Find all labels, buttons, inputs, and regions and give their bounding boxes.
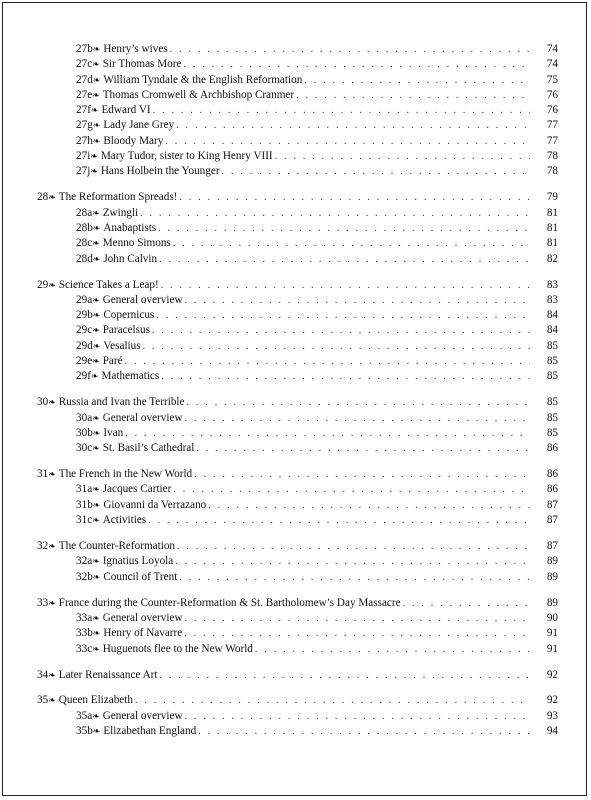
fleuron-ornament-icon: ❧ [92, 726, 101, 737]
entry-title: St. Basil’s Cathedral [102, 442, 195, 455]
entry-page-number: 78 [546, 150, 558, 163]
fleuron-ornament-icon: ❧ [92, 556, 100, 567]
entry-page-number: 86 [546, 442, 558, 455]
entry-page-number: 89 [546, 596, 558, 609]
entry-title: Jacques Cartier [102, 483, 172, 496]
entry-page-number: 92 [546, 668, 558, 681]
toc-section-entry [37, 482, 558, 497]
entry-page-number: 78 [546, 165, 558, 178]
entry-title: The Reformation Spreads! [58, 191, 178, 204]
entry-page-number: 94 [546, 725, 558, 738]
toc-chapter-entry [37, 190, 558, 205]
entry-title: Huguenots flee to the New World [102, 642, 253, 655]
fleuron-ornament-icon: ❧ [92, 356, 100, 367]
entry-title: General overview [102, 293, 183, 306]
entry-page-number: 91 [546, 642, 558, 655]
entry-page-number: 86 [546, 483, 558, 496]
fleuron-ornament-icon: ❧ [90, 166, 98, 177]
entry-title: John Calvin [103, 252, 158, 265]
entry-page-number: 87 [546, 498, 558, 511]
entry-title: Lady Jane Grey [103, 119, 175, 132]
fleuron-ornament-icon: ❧ [92, 89, 100, 100]
toc-section-entry [37, 293, 558, 308]
entry-title: Zwingli [102, 206, 139, 219]
toc-section-entry [37, 354, 558, 369]
fleuron-ornament-icon: ❧ [92, 253, 101, 264]
dot-leader [177, 539, 530, 554]
fleuron-ornament-icon: ❧ [92, 340, 101, 351]
entry-title: Activities [102, 514, 147, 527]
entry-number: 27h [76, 134, 93, 147]
dot-leader [198, 724, 530, 739]
dot-leader [170, 42, 530, 57]
dot-leader [140, 206, 530, 221]
entry-number: 35b [76, 725, 93, 738]
entry-number: 29b [76, 309, 93, 322]
document-page [2, 2, 587, 796]
fleuron-ornament-icon: ❧ [92, 443, 100, 454]
toc-section-entry [37, 103, 558, 118]
entry-page-number: 93 [546, 709, 558, 722]
entry-page-number: 85 [546, 426, 558, 439]
toc-section-entry [37, 88, 558, 103]
fleuron-ornament-icon: ❧ [90, 105, 99, 116]
entry-title: The Counter-Reformation [58, 540, 176, 553]
toc-section-entry [37, 570, 558, 585]
entry-number: 29e [76, 355, 93, 368]
dot-leader [275, 149, 530, 164]
toc-section-entry [37, 134, 558, 149]
entry-number: 29c [76, 324, 93, 337]
toc-section-entry [37, 441, 558, 456]
toc-section-entry [37, 323, 558, 338]
dot-leader [153, 103, 530, 118]
entry-page-number: 92 [546, 694, 558, 707]
toc-section-entry [37, 339, 558, 354]
dot-leader [296, 88, 530, 103]
toc-section-entry [37, 724, 558, 739]
toc-section-entry [37, 57, 558, 72]
dot-leader [161, 369, 530, 384]
toc-section-entry [37, 626, 558, 641]
dot-leader [165, 134, 530, 149]
entry-page-number: 89 [546, 555, 558, 568]
entry-number: 32 [37, 540, 49, 553]
dot-leader [143, 339, 530, 354]
entry-number: 30a [76, 411, 93, 424]
entry-page-number: 79 [546, 191, 558, 204]
toc-chapter-entry [37, 668, 558, 683]
entry-page-number: 86 [546, 468, 558, 481]
fleuron-ornament-icon: ❧ [48, 469, 56, 480]
dot-leader [255, 642, 530, 657]
fleuron-ornament-icon: ❧ [92, 294, 100, 305]
entry-number: 27c [76, 58, 93, 71]
toc-section-entry [37, 118, 558, 133]
fleuron-ornament-icon: ❧ [92, 120, 101, 131]
entry-title: Giovanni da Verrazano [103, 498, 207, 511]
entry-number: 28a [76, 206, 93, 219]
entry-number: 31 [37, 468, 49, 481]
entry-page-number: 87 [546, 540, 558, 553]
dot-leader [175, 554, 530, 569]
fleuron-ornament-icon: ❧ [92, 628, 101, 639]
entry-title: Henry of Navarre [103, 627, 183, 640]
entry-title: Copernicus [103, 309, 155, 322]
fleuron-ornament-icon: ❧ [92, 135, 101, 146]
entry-number: 32a [76, 555, 93, 568]
toc-section-entry [37, 709, 558, 724]
toc-chapter-entry [37, 395, 558, 410]
dot-leader [185, 709, 530, 724]
fleuron-ornament-icon: ❧ [92, 44, 101, 54]
toc-chapter-entry [37, 467, 558, 482]
dot-leader [185, 293, 530, 308]
entry-page-number: 82 [546, 252, 558, 265]
toc-section-entry [37, 308, 558, 323]
entry-page-number: 76 [546, 88, 558, 101]
toc-chapter-entry [37, 596, 558, 611]
entry-page-number: 76 [546, 104, 558, 117]
dot-leader [156, 308, 530, 323]
entry-title: Vesalius [103, 339, 141, 352]
entry-page-number: 84 [546, 324, 558, 337]
entry-title: Hans Holbein the Younger [100, 165, 220, 178]
entry-page-number: 74 [546, 43, 558, 55]
toc-section-entry [37, 611, 558, 626]
fleuron-ornament-icon: ❧ [92, 325, 100, 336]
entry-number: 29f [76, 370, 91, 383]
entry-number: 29a [76, 293, 93, 306]
entry-number: 27g [76, 119, 93, 132]
entry-number: 30c [76, 442, 93, 455]
entry-title: Thomas Cromwell & Archbishop Cranmer [102, 88, 295, 101]
entry-page-number: 87 [546, 514, 558, 527]
entry-title: Science Takes a Leap! [58, 278, 159, 291]
fleuron-ornament-icon: ❧ [92, 207, 100, 218]
entry-title: Elizabethan England [103, 725, 197, 738]
entry-title: Henry’s wives [103, 43, 168, 55]
entry-number: 29d [76, 339, 93, 352]
toc-section-entry [37, 498, 558, 513]
fleuron-ornament-icon: ❧ [48, 192, 56, 203]
toc-section-entry [37, 236, 558, 251]
entry-page-number: 85 [546, 355, 558, 368]
entry-number: 32b [76, 570, 93, 583]
entry-title: General overview [102, 411, 183, 424]
entry-page-number: 85 [546, 339, 558, 352]
dot-leader [194, 467, 530, 482]
entry-number: 31a [76, 483, 93, 496]
entry-title: Council of Trent [103, 570, 178, 583]
fleuron-ornament-icon: ❧ [92, 59, 100, 70]
entry-number: 33a [76, 611, 93, 624]
dot-leader [160, 668, 530, 683]
entry-page-number: 83 [546, 278, 558, 291]
fleuron-ornament-icon: ❧ [92, 499, 101, 510]
toc-chapter-entry [37, 539, 558, 554]
entry-page-number: 83 [546, 293, 558, 306]
entry-title: Paré [102, 355, 123, 368]
fleuron-ornament-icon: ❧ [92, 643, 100, 654]
toc-section-entry [37, 42, 558, 57]
entry-page-number: 77 [546, 134, 558, 147]
toc-section-entry [37, 221, 558, 236]
fleuron-ornament-icon: ❧ [48, 397, 56, 408]
table-of-contents [37, 42, 558, 739]
fleuron-ornament-icon: ❧ [92, 515, 100, 526]
fleuron-ornament-icon: ❧ [48, 597, 56, 608]
toc-chapter-entry [37, 693, 558, 708]
dot-leader [184, 626, 530, 641]
entry-page-number: 77 [546, 119, 558, 132]
entry-number: 28c [76, 237, 93, 250]
entry-number: 31c [76, 514, 93, 527]
dot-leader [159, 252, 530, 267]
dot-leader [179, 570, 530, 585]
entry-title: William Tyndale & the English Reformation [103, 73, 303, 86]
entry-number: 28 [37, 191, 49, 204]
entry-page-number: 85 [546, 396, 558, 409]
entry-page-number: 85 [546, 411, 558, 424]
entry-title: Menno Simons [102, 237, 171, 250]
dot-leader [152, 323, 530, 338]
dot-leader [208, 498, 530, 513]
entry-number: 33c [76, 642, 93, 655]
fleuron-ornament-icon: ❧ [92, 484, 100, 495]
entry-title: General overview [102, 611, 183, 624]
dot-leader [187, 395, 531, 410]
entry-number: 30 [37, 396, 49, 409]
dot-leader [176, 118, 530, 133]
toc-section-entry [37, 411, 558, 426]
entry-number: 30b [76, 426, 93, 439]
fleuron-ornament-icon: ❧ [92, 222, 101, 233]
toc-section-entry [37, 426, 558, 441]
entry-number: 27d [76, 73, 93, 86]
toc-section-entry [37, 252, 558, 267]
dot-leader [173, 236, 530, 251]
fleuron-ornament-icon: ❧ [92, 74, 101, 85]
entry-title: Sir Thomas More [102, 58, 182, 71]
entry-number: 27b [76, 43, 93, 55]
dot-leader [222, 164, 530, 179]
entry-title: General overview [102, 709, 183, 722]
toc-section-entry [37, 73, 558, 88]
toc-section-entry [37, 149, 558, 164]
fleuron-ornament-icon: ❧ [92, 238, 100, 249]
dot-leader [403, 596, 530, 611]
entry-title: Edward VI [101, 104, 151, 117]
entry-title: Mathematics [101, 370, 160, 383]
dot-leader [148, 513, 530, 528]
fleuron-ornament-icon: ❧ [48, 279, 56, 290]
entry-page-number: 81 [546, 237, 558, 250]
fleuron-ornament-icon: ❧ [48, 695, 56, 706]
entry-page-number: 91 [546, 627, 558, 640]
entry-number: 33b [76, 627, 93, 640]
entry-title: Paracelsus [102, 324, 150, 337]
dot-leader [125, 426, 530, 441]
entry-title: Russia and Ivan the Terrible [58, 396, 185, 409]
dot-leader [304, 73, 530, 88]
toc-section-entry [37, 642, 558, 657]
entry-number: 27e [76, 88, 93, 101]
toc-section-entry [37, 554, 558, 569]
dot-leader [196, 441, 530, 456]
entry-page-number: 89 [546, 570, 558, 583]
fleuron-ornament-icon: ❧ [92, 412, 100, 423]
fleuron-ornament-icon: ❧ [48, 669, 56, 680]
dot-leader [179, 190, 530, 205]
toc-chapter-entry [37, 278, 558, 293]
entry-page-number: 81 [546, 221, 558, 234]
fleuron-ornament-icon: ❧ [92, 571, 101, 582]
entry-title: Ivan [103, 426, 124, 439]
entry-number: 35a [76, 709, 93, 722]
entry-number: 27f [76, 104, 91, 117]
dot-leader [185, 411, 530, 426]
fleuron-ornament-icon: ❧ [92, 427, 101, 438]
fleuron-ornament-icon: ❧ [48, 541, 56, 552]
entry-page-number: 90 [546, 611, 558, 624]
fleuron-ornament-icon: ❧ [90, 151, 98, 162]
entry-number: 31b [76, 498, 93, 511]
entry-page-number: 74 [546, 58, 558, 71]
fleuron-ornament-icon: ❧ [90, 371, 99, 382]
entry-title: Later Renaissance Art [58, 668, 158, 681]
toc-section-entry [37, 164, 558, 179]
dot-leader [125, 354, 530, 369]
entry-number: 33 [37, 596, 49, 609]
entry-page-number: 81 [546, 206, 558, 219]
dot-leader [161, 278, 530, 293]
fleuron-ornament-icon: ❧ [92, 710, 100, 721]
entry-title: Ignatius Loyola [102, 555, 174, 568]
toc-section-entry [37, 513, 558, 528]
entry-number: 28d [76, 252, 93, 265]
entry-number: 28b [76, 221, 93, 234]
entry-title: Anabaptists [103, 221, 157, 234]
entry-number: 27i [76, 150, 91, 163]
dot-leader [135, 693, 530, 708]
entry-title: Bloody Mary [103, 134, 164, 147]
toc-section-entry [37, 369, 558, 384]
entry-title: The French in the New World [58, 468, 193, 481]
fleuron-ornament-icon: ❧ [92, 310, 101, 321]
dot-leader [183, 57, 530, 72]
entry-title: Mary Tudor, sister to King Henry VIII [100, 150, 273, 163]
fleuron-ornament-icon: ❧ [92, 612, 100, 623]
entry-number: 34 [37, 668, 49, 681]
entry-number: 29 [37, 278, 49, 291]
entry-title: France during the Counter-Reformation & St. Bartholomew’s Day Massacre [58, 596, 401, 609]
toc-section-entry [37, 206, 558, 221]
entry-page-number: 85 [546, 370, 558, 383]
entry-title: Queen Elizabeth [58, 694, 133, 707]
dot-leader [158, 221, 530, 236]
entry-page-number: 75 [546, 73, 558, 86]
entry-number: 35 [37, 694, 49, 707]
dot-leader [173, 482, 530, 497]
dot-leader [185, 611, 530, 626]
entry-number: 27j [76, 165, 91, 178]
entry-page-number: 84 [546, 309, 558, 322]
